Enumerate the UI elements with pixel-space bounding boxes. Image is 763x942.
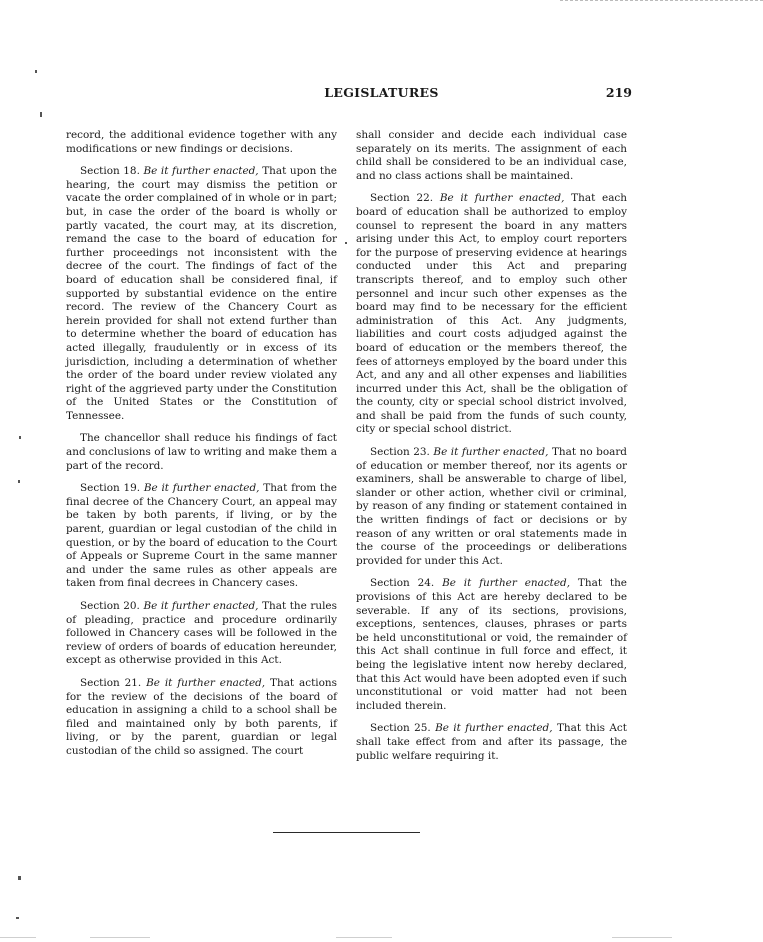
section-20 <box>66 600 337 668</box>
scan-speck <box>345 242 347 244</box>
bottom-scan-line <box>0 937 36 938</box>
enacting-clause: Be it further enacted, <box>433 446 549 459</box>
top-edge-marks <box>560 0 763 1</box>
section-number: Section 20. <box>80 600 140 612</box>
section-number: Section 21. <box>80 676 142 689</box>
end-rule <box>273 832 420 833</box>
enacting-clause: Be it further enacted, <box>435 722 553 735</box>
section-19 <box>66 482 337 591</box>
section-number: Section 18. <box>80 165 140 178</box>
section-text: That the rules of pleading, practice and procedure ordinarily followed in Chancery cases will be followed in the review of orders of boards of education hereunder, except as otherwise provided in this Act. <box>66 600 337 667</box>
running-header-title: LEGISLATURES <box>324 85 439 100</box>
page-number: 219 <box>605 85 632 100</box>
section-number: Section 19. <box>80 482 141 495</box>
section-25 <box>356 722 627 763</box>
section-24 <box>356 577 627 713</box>
section-21 <box>66 677 337 759</box>
section-text: That the provisions of this Act are hereby declared to be severable. If any of its sections, provisions, exceptions, sentences, clauses, phrases or parts be held unconstitutional or void, the remainder of this Act shall continue in full force and effect, it being the legislative intent now hereby declared, that this Act would have been adopted even if such unconstitutional or void matter had not been included therein. <box>356 577 627 712</box>
chancellor-paragraph: The chancellor shall reduce his findings of fact and conclusions of law to writing and make them a part of the record. <box>66 432 337 472</box>
scan-speck <box>19 436 21 439</box>
section-text: That upon the hearing, the court may dismiss the petition or vacate the order complained of in whole or in part; but, in case the order of the board is wholly or partly vacated, the court may, at its discretion, remand the case to the board of education for further proceedings not inconsistent with the decree of the court. The findings of fact of the board of education shall be considered final, if supported by substantial evidence on the entire record. The review of the Chancery Court as herein provided for shall not extend further than to determine whether the board of education has acted illegally, fraudulently or in excess of its jurisdiction, including a determination of whether the order of the board under review violated any right of the aggrieved party under the Constitution of the United States or the Constitution of Tennessee. <box>66 165 337 422</box>
scan-speck <box>18 480 20 483</box>
enacting-clause: Be it further enacted, <box>439 192 565 205</box>
scan-speck <box>40 112 42 117</box>
section-text: That each board of education shall be authorized to employ counsel to represent the board in any matters arising under this Act, to employ court reporters for the purpose of preserving evidence at hearings conducted under this Act and preparing transcripts thereof, and to employ such other personnel and incur such other expenses as the board may find to be necessary for the efficient administration of this Act. Any judgments, liabilities and court costs adjudged against the board of education or the members thereof, the fees of attorneys employed by the board under this Act, and any and all other expenses and liabilities incurred under this Act, shall be the obligation of the county, city or special school district involved, and shall be paid from the funds of such county, city or special school district. <box>356 192 627 436</box>
bottom-scan-line <box>90 937 150 938</box>
enacting-clause: Be it further enacted, <box>143 165 259 178</box>
right-column <box>356 129 627 763</box>
section-23 <box>356 446 627 568</box>
section-text: That this Act shall take effect from and after its passage, the public welfare requiring it. <box>356 722 627 762</box>
section-text: That actions for the review of the decisions of the board of education in assigning a child to a school shall be filed and maintained only by both parents, if living, or by the parent, guardian or legal custodian of the child so assigned. The court <box>66 676 337 757</box>
enacting-clause: Be it further enacted, <box>143 600 259 612</box>
scan-speck <box>35 70 37 73</box>
bottom-scan-line <box>336 937 392 938</box>
enacting-clause: Be it further enacted, <box>143 482 260 495</box>
left-column <box>66 129 337 759</box>
scan-speck <box>18 876 21 880</box>
section-number: Section 25. <box>370 722 431 735</box>
section-number: Section 24. <box>370 577 435 590</box>
section-text: That from the final decree of the Chancery Court, an appeal may be taken by both parents, if living, or by the parent, guardian or legal custodian of the child in question, or by the board of education to the Court of Appeals or Supreme Court in the same manner and under the same rules as other appeals are taken from final decrees in Chancery cases. <box>66 482 337 590</box>
section-text: That no board of education or member thereof, nor its agents or examiners, shall be answerable to charge of libel, slander or other action, whether civil or criminal, by reason of any finding or statement contained in the written findings of fact or decisions or by reason of any written or oral statements made in the course of the proceedings or deliberations provided for under this Act. <box>356 446 627 567</box>
section-number: Section 23. <box>370 446 430 459</box>
enacting-clause: Be it further enacted, <box>442 577 571 590</box>
section-number: Section 22. <box>370 192 434 205</box>
paragraph-continuation: record, the additional evidence together with any modifications or new findings or decisions. <box>66 129 337 155</box>
bottom-scan-line <box>612 937 672 938</box>
section-22 <box>356 192 627 437</box>
scan-speck <box>16 917 19 919</box>
section-18 <box>66 165 337 423</box>
enacting-clause: Be it further enacted, <box>146 676 266 689</box>
paragraph-continuation: shall consider and decide each individual case separately on its merits. The assignment of each child shall be considered to be an individual case, and no class actions shall be maintained. <box>356 129 627 182</box>
